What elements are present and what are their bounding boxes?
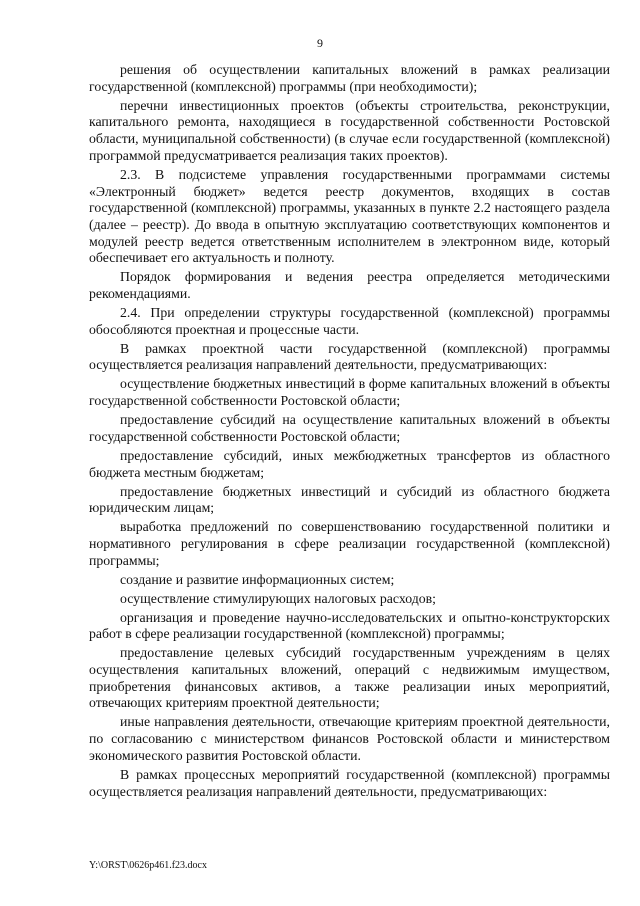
paragraph: создание и развитие информационных систем;: [120, 571, 395, 587]
paragraph: В рамках проектной части государственной (комплексной) программы осуществляется реализация направлений деятельности, предусматривающих:: [89, 340, 610, 373]
paragraph: 2.3. В подсистеме управления государственными программами системы «Электронный бюджет» ведется реестр документов, входящих в состав государственной (комплексной) программы, указанных в пункте 2.2 настоящего раздела (далее – реестр). До ввода в опытную эксплуатацию соответствующих компонентов и модулей реестр ведется ответственным исполнителем в электронном виде, который обеспечивает его актуальность и полноту.: [89, 166, 610, 266]
paragraph: предоставление целевых субсидий государственным учреждениям в целях осуществления капитальных вложений, операций с недвижимым имуществом, приобретения финансовых активов, а также реализации иных мероприятий, отвечающих критериям проектной деятельности;: [89, 645, 610, 711]
paragraph: перечни инвестиционных проектов (объекты строительства, реконструкции, капитального ремонта, находящиеся в государственной собственности Ростовской области, муниципальной собственности) (в случае если государственной (комплексной) программой предусматривается реализация таких проектов).: [89, 97, 610, 163]
paragraph: предоставление субсидий на осуществление капитальных вложений в объекты государственной собственности Ростовской области;: [89, 412, 610, 444]
paragraph: предоставление субсидий, иных межбюджетных трансфертов из областного бюджета местным бюджетам;: [89, 447, 610, 480]
paragraph: решения об осуществлении капитальных вложений в рамках реализации государственной (комплексной) программы (при необходимости);: [89, 62, 610, 94]
file-path-footer: Y:\ORST\0626p461.f23.docx: [89, 860, 207, 871]
paragraph: Порядок формирования и ведения реестра определяется методическими рекомендациями.: [89, 269, 610, 302]
page-number: 9: [317, 36, 323, 50]
paragraph: В рамках процессных мероприятий государственной (комплексной) программы осуществляется реализация направлений деятельности, предусматривающих:: [89, 766, 610, 799]
paragraph: иные направления деятельности, отвечающие критериям проектной деятельности, по согласованию с министерством финансов Ростовской области и министерством экономического развития Ростовской области.: [89, 714, 610, 763]
document-body: [89, 62, 610, 803]
paragraph: 2.4. При определении структуры государственной (комплексной) программы обособляются проектная и процессные части.: [89, 305, 610, 337]
paragraph: осуществление стимулирующих налоговых расходов;: [120, 590, 436, 606]
paragraph: предоставление бюджетных инвестиций и субсидий из областного бюджета юридическим лицам;: [89, 483, 610, 516]
paragraph: выработка предложений по совершенствованию государственной политики и нормативного регулирования в сфере реализации государственной (комплексной) программы;: [89, 519, 610, 568]
paragraph: организация и проведение научно-исследовательских и опытно-конструкторских работ в сфере реализации государственной (комплексной) программы;: [89, 609, 610, 642]
paragraph: осуществление бюджетных инвестиций в форме капитальных вложений в объекты государственной собственности Ростовской области;: [89, 376, 610, 409]
